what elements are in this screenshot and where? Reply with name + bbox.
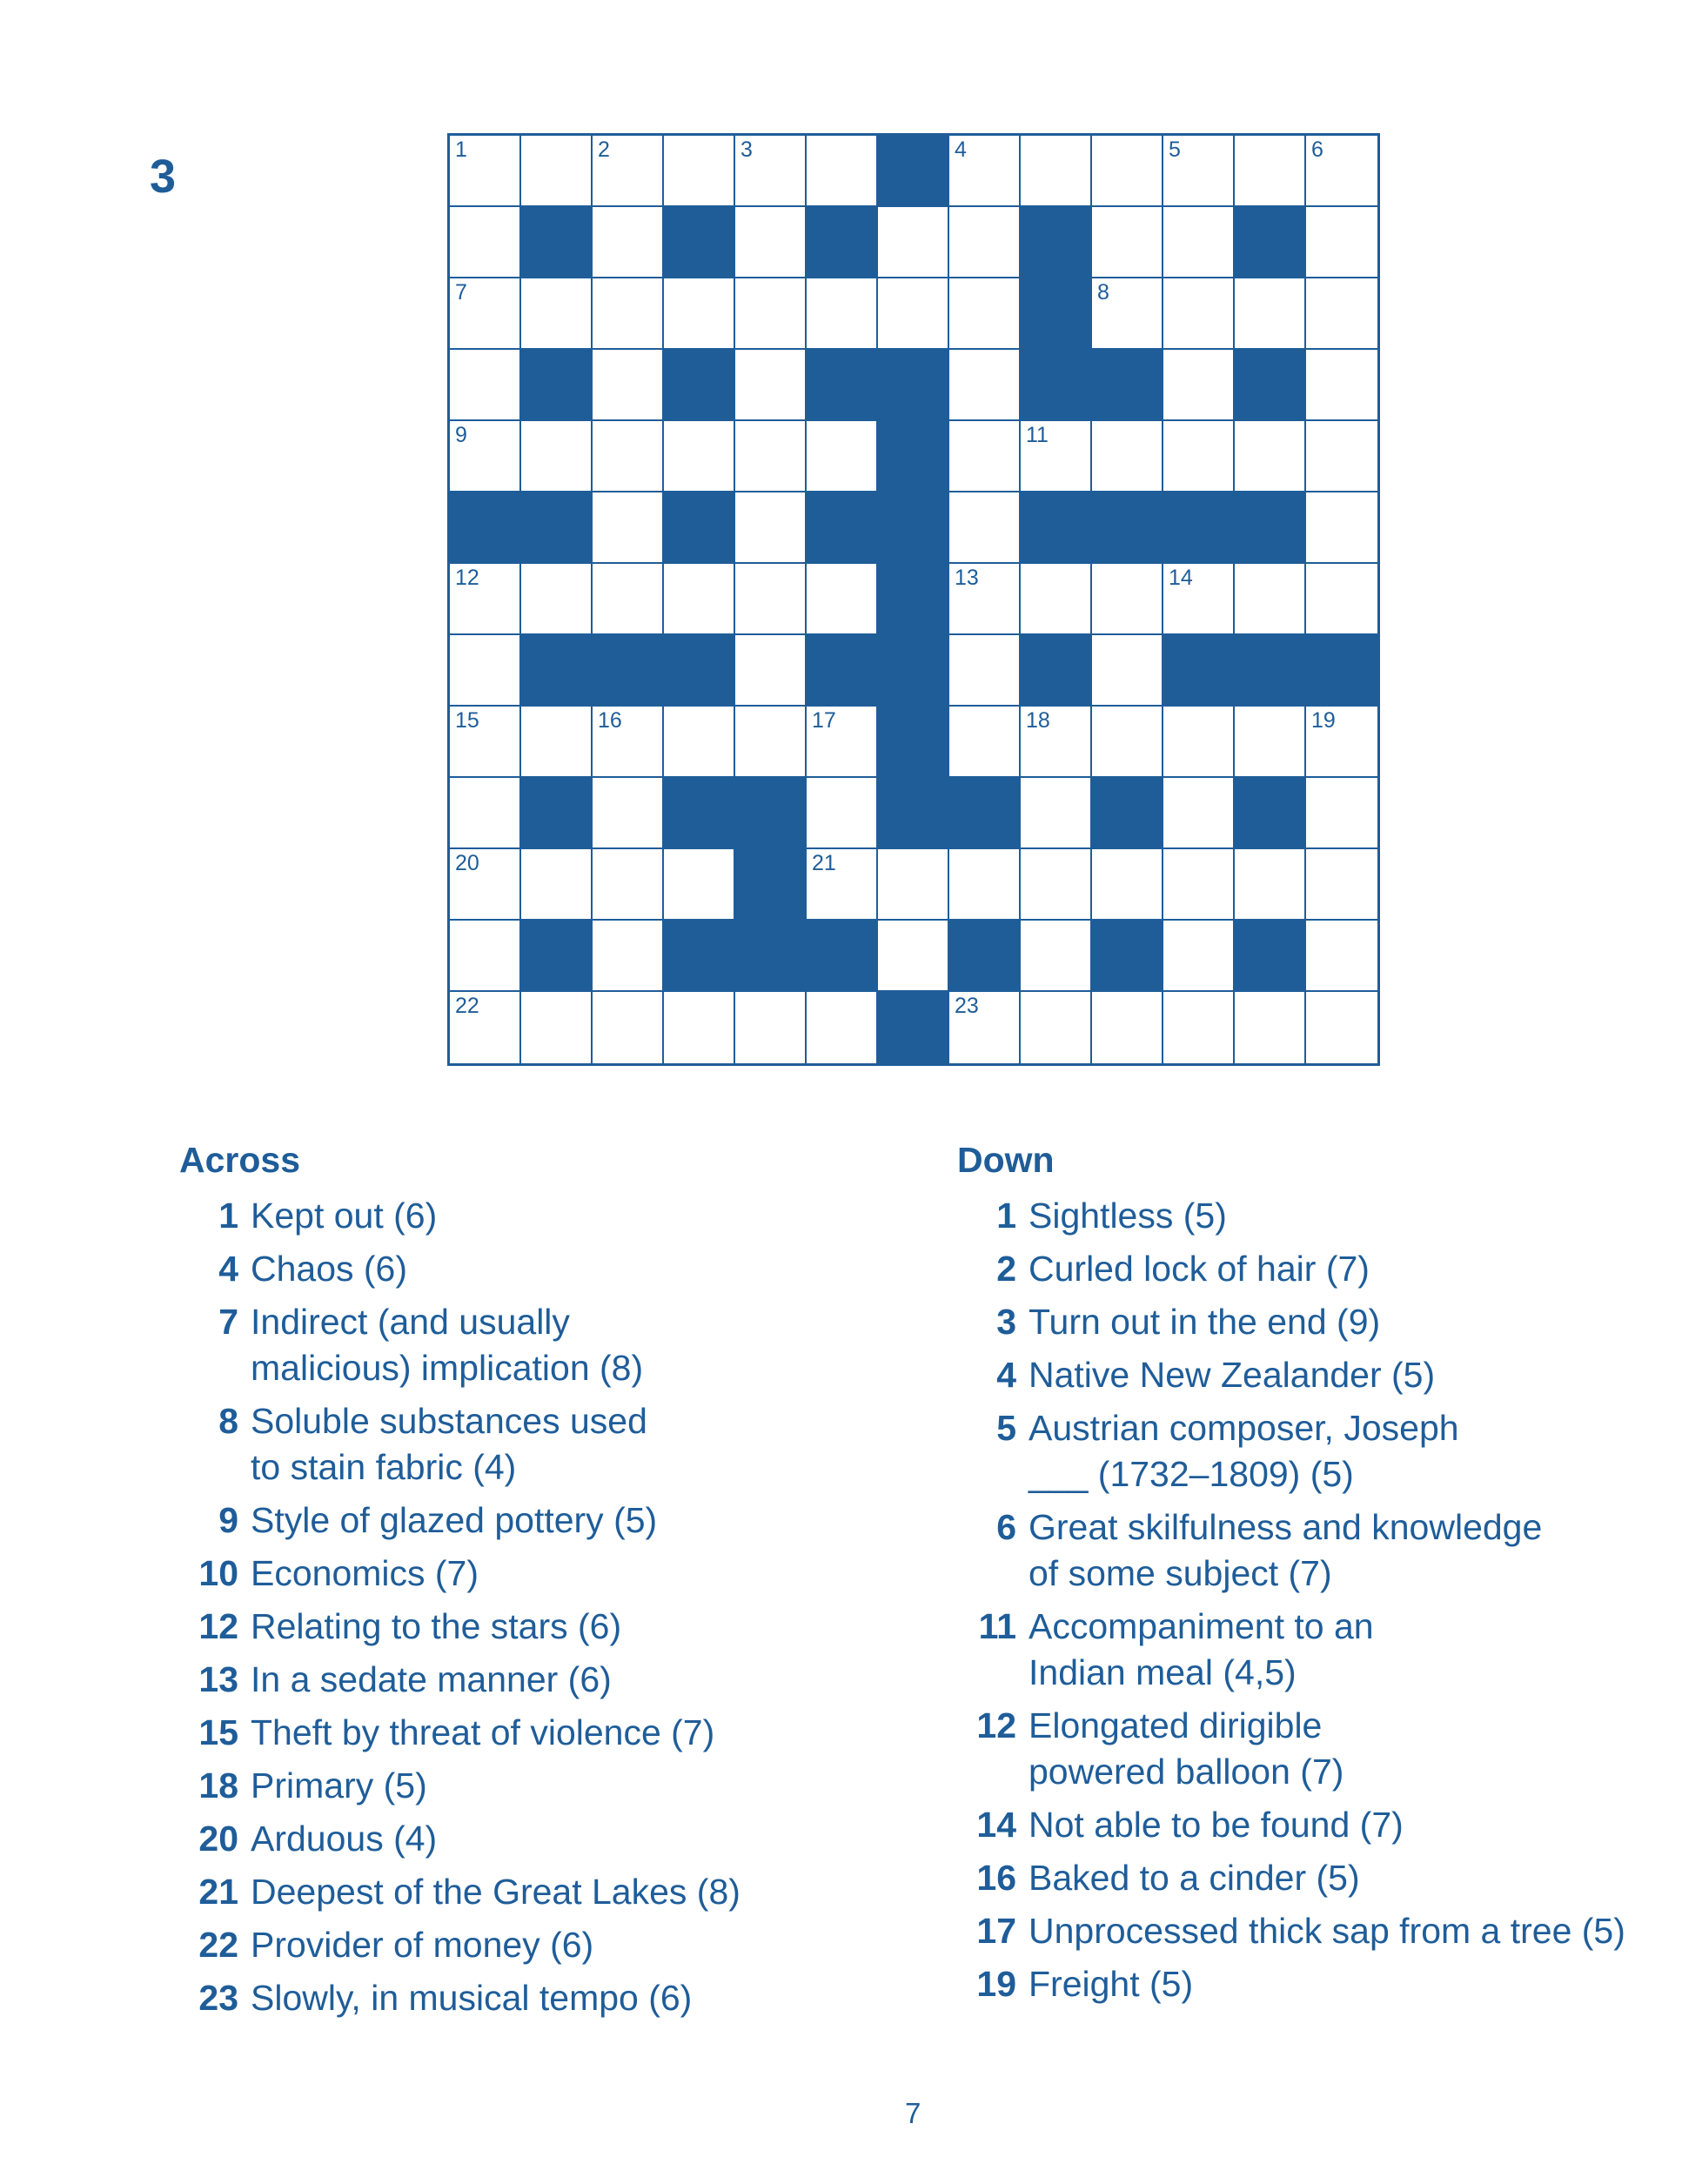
- clue-number: 5: [996, 1408, 1016, 1449]
- down-clue: [957, 1193, 1625, 1239]
- grid-block: [735, 849, 807, 921]
- grid-cell[interactable]: [593, 921, 664, 992]
- grid-cell[interactable]: [1021, 707, 1092, 778]
- grid-block: [593, 635, 664, 707]
- clue-text: Chaos (6): [251, 1249, 408, 1290]
- grid-block: [521, 778, 593, 849]
- clue-text: Turn out in the end (9): [1029, 1302, 1381, 1343]
- grid-block: [1163, 635, 1235, 707]
- grid-cell[interactable]: [1021, 421, 1092, 492]
- clue-text: Baked to a cinder (5): [1029, 1858, 1360, 1899]
- grid-cell[interactable]: [450, 564, 521, 635]
- grid-block: [1021, 207, 1092, 278]
- grid-cell[interactable]: [1235, 992, 1306, 1063]
- across-clue-list: [179, 1193, 740, 2021]
- clue-text: Style of glazed pottery (5): [251, 1500, 658, 1541]
- grid-cell[interactable]: [1163, 564, 1235, 635]
- grid-cell[interactable]: [1306, 707, 1377, 778]
- grid-cell[interactable]: [450, 778, 521, 849]
- grid-cell[interactable]: [450, 278, 521, 350]
- grid-block: [1235, 207, 1306, 278]
- grid-cell[interactable]: [949, 564, 1021, 635]
- grid-cell[interactable]: [1092, 707, 1163, 778]
- grid-cell[interactable]: [593, 849, 664, 921]
- grid-cell[interactable]: [593, 278, 664, 350]
- clue-number: 4: [996, 1355, 1016, 1396]
- grid-cell[interactable]: [807, 421, 878, 492]
- grid-block: [1235, 350, 1306, 421]
- grid-cell[interactable]: [949, 421, 1021, 492]
- grid-cell[interactable]: [1306, 778, 1377, 849]
- clue-number: 7: [218, 1302, 238, 1343]
- grid-cell[interactable]: [593, 421, 664, 492]
- down-clue: [957, 1352, 1625, 1398]
- grid-cell[interactable]: [450, 992, 521, 1063]
- grid-cell[interactable]: [1092, 136, 1163, 207]
- grid-cell[interactable]: [450, 136, 521, 207]
- grid-cell[interactable]: [735, 635, 807, 707]
- down-heading: Down: [957, 1140, 1055, 1180]
- cell-number: 9: [455, 423, 467, 447]
- clue-number: 17: [976, 1911, 1016, 1952]
- grid-cell[interactable]: [1092, 278, 1163, 350]
- cell-number: 22: [455, 994, 479, 1018]
- grid-block: [1235, 492, 1306, 564]
- grid-block: [664, 207, 735, 278]
- grid-cell[interactable]: [878, 207, 949, 278]
- grid-cell[interactable]: [1306, 849, 1377, 921]
- grid-cell[interactable]: [878, 278, 949, 350]
- grid-cell[interactable]: [878, 849, 949, 921]
- grid-cell[interactable]: [735, 278, 807, 350]
- grid-block: [664, 921, 735, 992]
- clue-text: Native New Zealander (5): [1029, 1355, 1436, 1396]
- grid-cell[interactable]: [1235, 849, 1306, 921]
- grid-block: [1235, 921, 1306, 992]
- grid-cell[interactable]: [1163, 136, 1235, 207]
- down-clue: [957, 1246, 1625, 1292]
- grid-cell[interactable]: [949, 136, 1021, 207]
- grid-block: [878, 564, 949, 635]
- grid-cell[interactable]: [593, 778, 664, 849]
- grid-cell[interactable]: [735, 564, 807, 635]
- across-clue: [179, 1657, 740, 1703]
- grid-cell[interactable]: [1306, 564, 1377, 635]
- grid-cell[interactable]: [735, 492, 807, 564]
- grid-block: [1092, 350, 1163, 421]
- grid-cell[interactable]: [949, 707, 1021, 778]
- grid-block: [878, 635, 949, 707]
- grid-cell[interactable]: [593, 564, 664, 635]
- grid-cell[interactable]: [450, 421, 521, 492]
- grid-block: [735, 778, 807, 849]
- cell-number: 4: [955, 137, 967, 162]
- clue-text: In a sedate manner (6): [251, 1659, 612, 1700]
- grid-cell[interactable]: [593, 207, 664, 278]
- grid-block: [1021, 635, 1092, 707]
- clue-number: 9: [218, 1500, 238, 1541]
- cell-number: 19: [1311, 708, 1336, 733]
- grid-block: [1092, 921, 1163, 992]
- grid-cell[interactable]: [450, 350, 521, 421]
- down-clue: [957, 1405, 1625, 1497]
- cell-number: 7: [455, 280, 467, 305]
- clue-number: 10: [198, 1553, 238, 1594]
- cell-number: 6: [1311, 137, 1323, 162]
- down-clue: [957, 1855, 1625, 1901]
- grid-cell[interactable]: [735, 992, 807, 1063]
- grid-block: [807, 492, 878, 564]
- grid-block: [735, 921, 807, 992]
- grid-cell[interactable]: [664, 136, 735, 207]
- cell-number: 5: [1169, 137, 1181, 162]
- grid-block: [807, 921, 878, 992]
- grid-cell[interactable]: [1306, 207, 1377, 278]
- clue-number: 22: [198, 1925, 238, 1966]
- clue-number: 6: [996, 1507, 1016, 1548]
- across-clue: [179, 1763, 740, 1809]
- cell-number: 1: [455, 137, 467, 162]
- grid-block: [1092, 778, 1163, 849]
- grid-block: [521, 350, 593, 421]
- grid-block: [664, 492, 735, 564]
- clue-text: Arduous (4): [251, 1819, 438, 1859]
- clue-number: 23: [198, 1978, 238, 2019]
- grid-block: [1163, 492, 1235, 564]
- across-clue: [179, 1193, 740, 1239]
- grid-block: [878, 136, 949, 207]
- cell-number: 2: [598, 137, 610, 162]
- cell-number: 16: [598, 708, 622, 733]
- grid-block: [1235, 635, 1306, 707]
- down-clue: [957, 1604, 1625, 1696]
- grid-block: [949, 778, 1021, 849]
- grid-block: [878, 707, 949, 778]
- grid-cell[interactable]: [1163, 350, 1235, 421]
- grid-cell[interactable]: [807, 278, 878, 350]
- clue-text: Primary (5): [251, 1765, 427, 1806]
- clue-text: Sightless (5): [1029, 1196, 1227, 1236]
- clue-text: Slowly, in musical tempo (6): [251, 1978, 693, 2019]
- clue-number: 1: [996, 1196, 1016, 1236]
- grid-cell[interactable]: [807, 564, 878, 635]
- grid-cell[interactable]: [593, 992, 664, 1063]
- across-heading: Across: [179, 1140, 301, 1180]
- grid-cell[interactable]: [1021, 778, 1092, 849]
- clue-text: Curled lock of hair (7): [1029, 1249, 1370, 1290]
- grid-cell[interactable]: [450, 849, 521, 921]
- grid-cell[interactable]: [521, 707, 593, 778]
- grid-cell[interactable]: [664, 992, 735, 1063]
- clue-number: 15: [198, 1712, 238, 1753]
- grid-cell[interactable]: [1092, 207, 1163, 278]
- grid-cell[interactable]: [949, 207, 1021, 278]
- clue-number: 2: [996, 1249, 1016, 1290]
- page-number: 7: [905, 2097, 921, 2129]
- grid-cell[interactable]: [1163, 992, 1235, 1063]
- clue-text: Economics (7): [251, 1553, 479, 1594]
- clue-number: 12: [976, 1705, 1016, 1746]
- clue-text: Theft by threat of violence (7): [251, 1712, 715, 1753]
- grid-cell[interactable]: [1092, 992, 1163, 1063]
- grid-cell[interactable]: [1163, 278, 1235, 350]
- grid-block: [878, 421, 949, 492]
- grid-cell[interactable]: [1235, 564, 1306, 635]
- grid-cell[interactable]: [593, 492, 664, 564]
- grid-block: [878, 492, 949, 564]
- down-clue: [957, 1802, 1625, 1848]
- grid-cell[interactable]: [450, 207, 521, 278]
- grid-cell[interactable]: [1163, 778, 1235, 849]
- grid-cell[interactable]: [878, 921, 949, 992]
- cell-number: 21: [812, 851, 836, 875]
- across-clue: [179, 1816, 740, 1862]
- grid-cell[interactable]: [807, 136, 878, 207]
- cell-number: 23: [955, 994, 979, 1018]
- grid-block: [878, 992, 949, 1063]
- down-clue: [957, 1961, 1625, 2007]
- grid-cell[interactable]: [1306, 421, 1377, 492]
- grid-cell[interactable]: [949, 992, 1021, 1063]
- clue-number: 12: [198, 1606, 238, 1647]
- across-clues: [179, 1140, 740, 2028]
- clue-number: 18: [198, 1765, 238, 1806]
- grid-cell[interactable]: [664, 564, 735, 635]
- grid-cell[interactable]: [949, 635, 1021, 707]
- clue-text: Unprocessed thick sap from a tree (5): [1029, 1911, 1625, 1952]
- grid-cell[interactable]: [593, 136, 664, 207]
- across-clue: [179, 1975, 740, 2021]
- grid-cell[interactable]: [521, 992, 593, 1063]
- grid-cell[interactable]: [807, 992, 878, 1063]
- grid-cell[interactable]: [1021, 921, 1092, 992]
- grid-block: [521, 492, 593, 564]
- clue-text: Not able to be found (7): [1029, 1805, 1404, 1846]
- grid-cell[interactable]: [450, 921, 521, 992]
- cell-number: 12: [455, 566, 479, 590]
- across-clue: [179, 1398, 740, 1491]
- down-clue: [957, 1703, 1625, 1795]
- grid-cell[interactable]: [1092, 421, 1163, 492]
- clue-text: Freight (5): [1029, 1964, 1194, 2005]
- grid-cell[interactable]: [735, 136, 807, 207]
- grid-block: [878, 778, 949, 849]
- clue-number: 13: [198, 1659, 238, 1700]
- grid-block: [807, 635, 878, 707]
- cell-number: 13: [955, 566, 979, 590]
- grid-block: [664, 778, 735, 849]
- grid-cell[interactable]: [664, 849, 735, 921]
- grid-cell[interactable]: [1163, 207, 1235, 278]
- clue-number: 1: [218, 1196, 238, 1236]
- clue-text: Relating to the stars (6): [251, 1606, 622, 1647]
- down-clue: [957, 1908, 1625, 1954]
- clue-text: Soluble substances used to stain fabric (4): [251, 1401, 647, 1488]
- grid-cell[interactable]: [949, 350, 1021, 421]
- clue-text: Austrian composer, Joseph ___ (1732–1809) (5): [1029, 1408, 1459, 1495]
- grid-cell[interactable]: [949, 849, 1021, 921]
- clue-number: 16: [976, 1858, 1016, 1899]
- grid-cell[interactable]: [1235, 421, 1306, 492]
- grid-cell[interactable]: [521, 421, 593, 492]
- grid-block: [521, 207, 593, 278]
- across-clue: [179, 1922, 740, 1968]
- across-clue: [179, 1497, 740, 1544]
- grid-cell[interactable]: [1306, 350, 1377, 421]
- grid-block: [807, 207, 878, 278]
- cell-number: 11: [1026, 423, 1049, 447]
- cell-number: 8: [1097, 280, 1109, 305]
- down-clue: [957, 1504, 1625, 1597]
- grid-cell[interactable]: [1235, 278, 1306, 350]
- grid-cell[interactable]: [1306, 136, 1377, 207]
- grid-cell[interactable]: [664, 707, 735, 778]
- grid-cell[interactable]: [1092, 564, 1163, 635]
- clue-text: Deepest of the Great Lakes (8): [251, 1872, 740, 1913]
- grid-block: [1021, 492, 1092, 564]
- grid-block: [521, 921, 593, 992]
- grid-cell[interactable]: [521, 278, 593, 350]
- cell-number: 20: [455, 851, 479, 875]
- grid-cell[interactable]: [593, 350, 664, 421]
- cell-number: 15: [455, 708, 479, 733]
- grid-cell[interactable]: [735, 707, 807, 778]
- grid-cell[interactable]: [664, 278, 735, 350]
- clue-number: 19: [976, 1964, 1016, 2005]
- grid-cell[interactable]: [807, 849, 878, 921]
- grid-cell[interactable]: [949, 278, 1021, 350]
- clue-number: 8: [218, 1401, 238, 1442]
- clue-text: Great skilfulness and knowledge of some subject (7): [1029, 1507, 1543, 1594]
- grid-cell[interactable]: [521, 564, 593, 635]
- grid-cell[interactable]: [450, 635, 521, 707]
- clue-number: 14: [976, 1805, 1016, 1846]
- grid-cell[interactable]: [1163, 921, 1235, 992]
- down-clues: [957, 1140, 1625, 2014]
- grid-cell[interactable]: [1021, 849, 1092, 921]
- down-clue: [957, 1299, 1625, 1345]
- grid-block: [521, 635, 593, 707]
- grid-cell[interactable]: [1235, 136, 1306, 207]
- grid-block: [878, 350, 949, 421]
- grid-block: [949, 921, 1021, 992]
- grid-cell[interactable]: [521, 136, 593, 207]
- across-clue: [179, 1869, 740, 1915]
- grid-cell[interactable]: [807, 707, 878, 778]
- grid-block: [1235, 778, 1306, 849]
- grid-cell[interactable]: [664, 421, 735, 492]
- grid-cell[interactable]: [450, 707, 521, 778]
- clue-number: 21: [198, 1872, 238, 1913]
- grid-cell[interactable]: [1092, 635, 1163, 707]
- clue-text: Accompaniment to an Indian meal (4,5): [1029, 1606, 1374, 1693]
- down-clue-list: [957, 1193, 1625, 2007]
- grid-cell[interactable]: [735, 421, 807, 492]
- cell-number: 14: [1169, 566, 1193, 590]
- grid-cell[interactable]: [1092, 849, 1163, 921]
- grid-cell[interactable]: [735, 350, 807, 421]
- grid-cell[interactable]: [1021, 992, 1092, 1063]
- across-clue: [179, 1710, 740, 1756]
- clue-number: 4: [218, 1249, 238, 1290]
- grid-cell[interactable]: [1163, 849, 1235, 921]
- grid-cell[interactable]: [1163, 421, 1235, 492]
- grid-cell[interactable]: [735, 207, 807, 278]
- grid-cell[interactable]: [1306, 278, 1377, 350]
- clue-number: 3: [996, 1302, 1016, 1343]
- grid-block: [664, 635, 735, 707]
- clue-text: Indirect (and usually malicious) implication (8): [251, 1302, 644, 1389]
- across-clue: [179, 1551, 740, 1597]
- clue-number: 11: [978, 1606, 1016, 1647]
- clue-number: 20: [198, 1819, 238, 1859]
- grid-cell[interactable]: [1235, 707, 1306, 778]
- grid-block: [1092, 492, 1163, 564]
- grid-block: [1306, 635, 1377, 707]
- across-clue: [179, 1604, 740, 1650]
- grid-cell[interactable]: [949, 492, 1021, 564]
- grid-cell[interactable]: [593, 707, 664, 778]
- grid-block: [664, 350, 735, 421]
- grid-cell[interactable]: [1163, 707, 1235, 778]
- clue-text: Provider of money (6): [251, 1925, 594, 1966]
- grid-block: [1021, 278, 1092, 350]
- across-clue: [179, 1246, 740, 1292]
- grid-cell[interactable]: [521, 849, 593, 921]
- grid-block: [1021, 350, 1092, 421]
- puzzle-number: 3: [150, 151, 177, 203]
- clue-text: Kept out (6): [251, 1196, 438, 1236]
- crossword-grid: [447, 133, 1380, 1066]
- grid-cell[interactable]: [1021, 136, 1092, 207]
- cell-number: 3: [740, 137, 753, 162]
- grid-block: [450, 492, 521, 564]
- grid-cell[interactable]: [1306, 921, 1377, 992]
- grid-cell[interactable]: [1306, 992, 1377, 1063]
- clue-text: Elongated dirigible powered balloon (7): [1029, 1705, 1344, 1792]
- cell-number: 17: [812, 708, 836, 733]
- grid-cell[interactable]: [1306, 492, 1377, 564]
- grid-cell[interactable]: [807, 778, 878, 849]
- cell-number: 18: [1026, 708, 1050, 733]
- across-clue: [179, 1299, 740, 1391]
- grid-cell[interactable]: [1021, 564, 1092, 635]
- grid-block: [807, 350, 878, 421]
